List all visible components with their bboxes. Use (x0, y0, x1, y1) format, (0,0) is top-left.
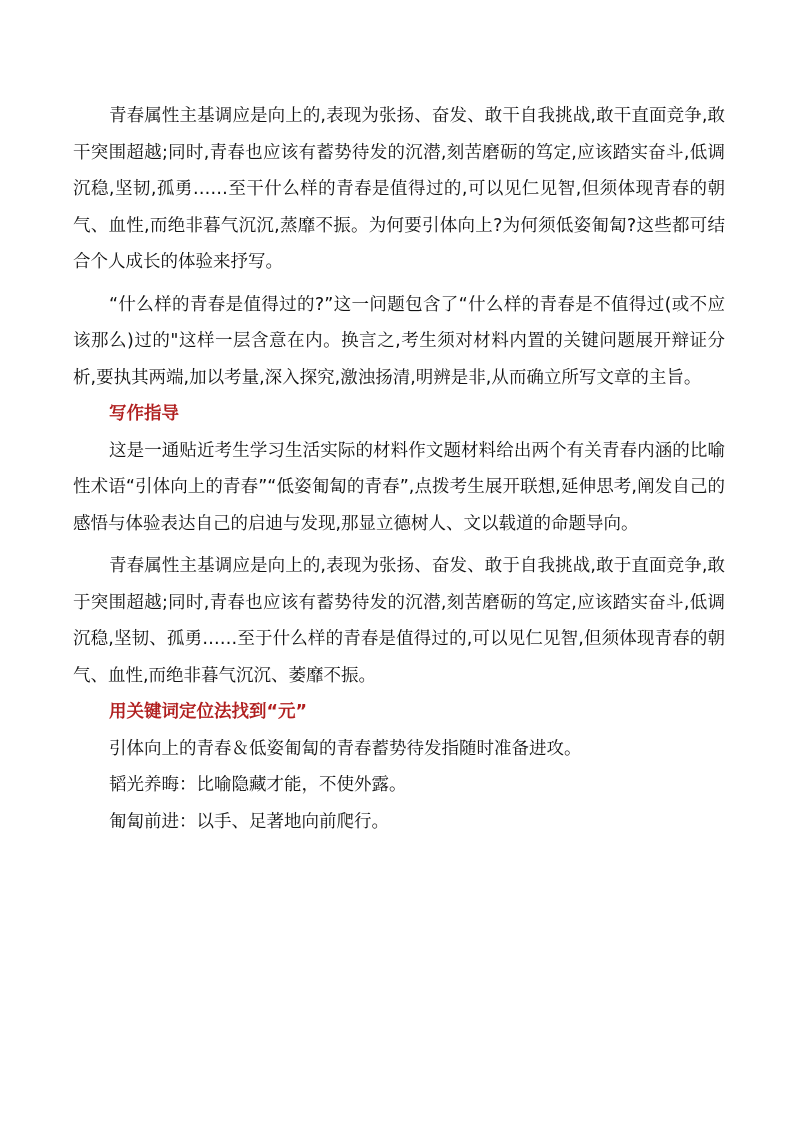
paragraph-1: 青春属性主基调应是向上的,表现为张扬、奋发、敢干自我挑战,敢干直面竞争,敢干突围超越;同时,青春也应该有蓄势待发的沉潜,刻苦磨砺的笃定,应该踏实奋斗,低调沉稳,坚韧,孤勇……至干什么样的青春是值得过的,可以见仁见智,但须体现青春的朝气、血性,而绝非暮气沉沉,蒸靡不振。为何要引体向上?为何须低姿匍匐?这些都可结合个人成长的体验来抒写。 (73, 106, 725, 272)
document-body (73, 98, 725, 840)
keyword-line-2: 韬光养晦：比喻隐藏才能，不使外露。 (109, 775, 407, 795)
keyword-line-1: 引体向上的青春＆低姿匍匐的青春蓄势待发指随时准备进攻。 (109, 738, 582, 759)
paragraph-3: 这是一通贴近考生学习生活实际的材料作文题材料给出两个有关青春内涵的比喻性术语“引体向上的青春”“低姿匍匐的青春”,点拨考生展开联想,延伸思考,阐发自己的感悟与体验表达自己的启迪与发现,那显立德树人、文以载道的命题导向。 (73, 440, 725, 534)
section-heading-writing-guide: 写作指导 (109, 404, 179, 424)
keyword-line-3: 匍匐前进：以手、足著地向前爬行。 (109, 811, 389, 832)
paragraph-4: 青春属性主基调应是向上的,表现为张扬、奋发、敢于自我挑战,敢于直面竞争,敢于突围超越;同时,青春也应该有蓄势待发的沉潜,刻苦磨砺的笃定,应该踏实奋斗,低调沉稳,坚韧、孤勇……至于什么样的青春是值得过的,可以见仁见智,但须体现青春的朝气、血性,而绝非暮气沉沉、萎靡不振。 (73, 556, 725, 686)
section-heading-keyword-method: 用关键词定位法找到“元” (109, 702, 308, 722)
paragraph-2: “什么样的青春是值得过的?”这一问题包含了“什么样的青春是不值得过(或不应该那么)过的"这样一层含意在内。换言之,考生须对材料内置的关键问题展开辩证分析,要执其两端,加以考量,深入探究,激浊扬清,明辨是非,从而确立所写文章的主旨。 (73, 294, 725, 388)
